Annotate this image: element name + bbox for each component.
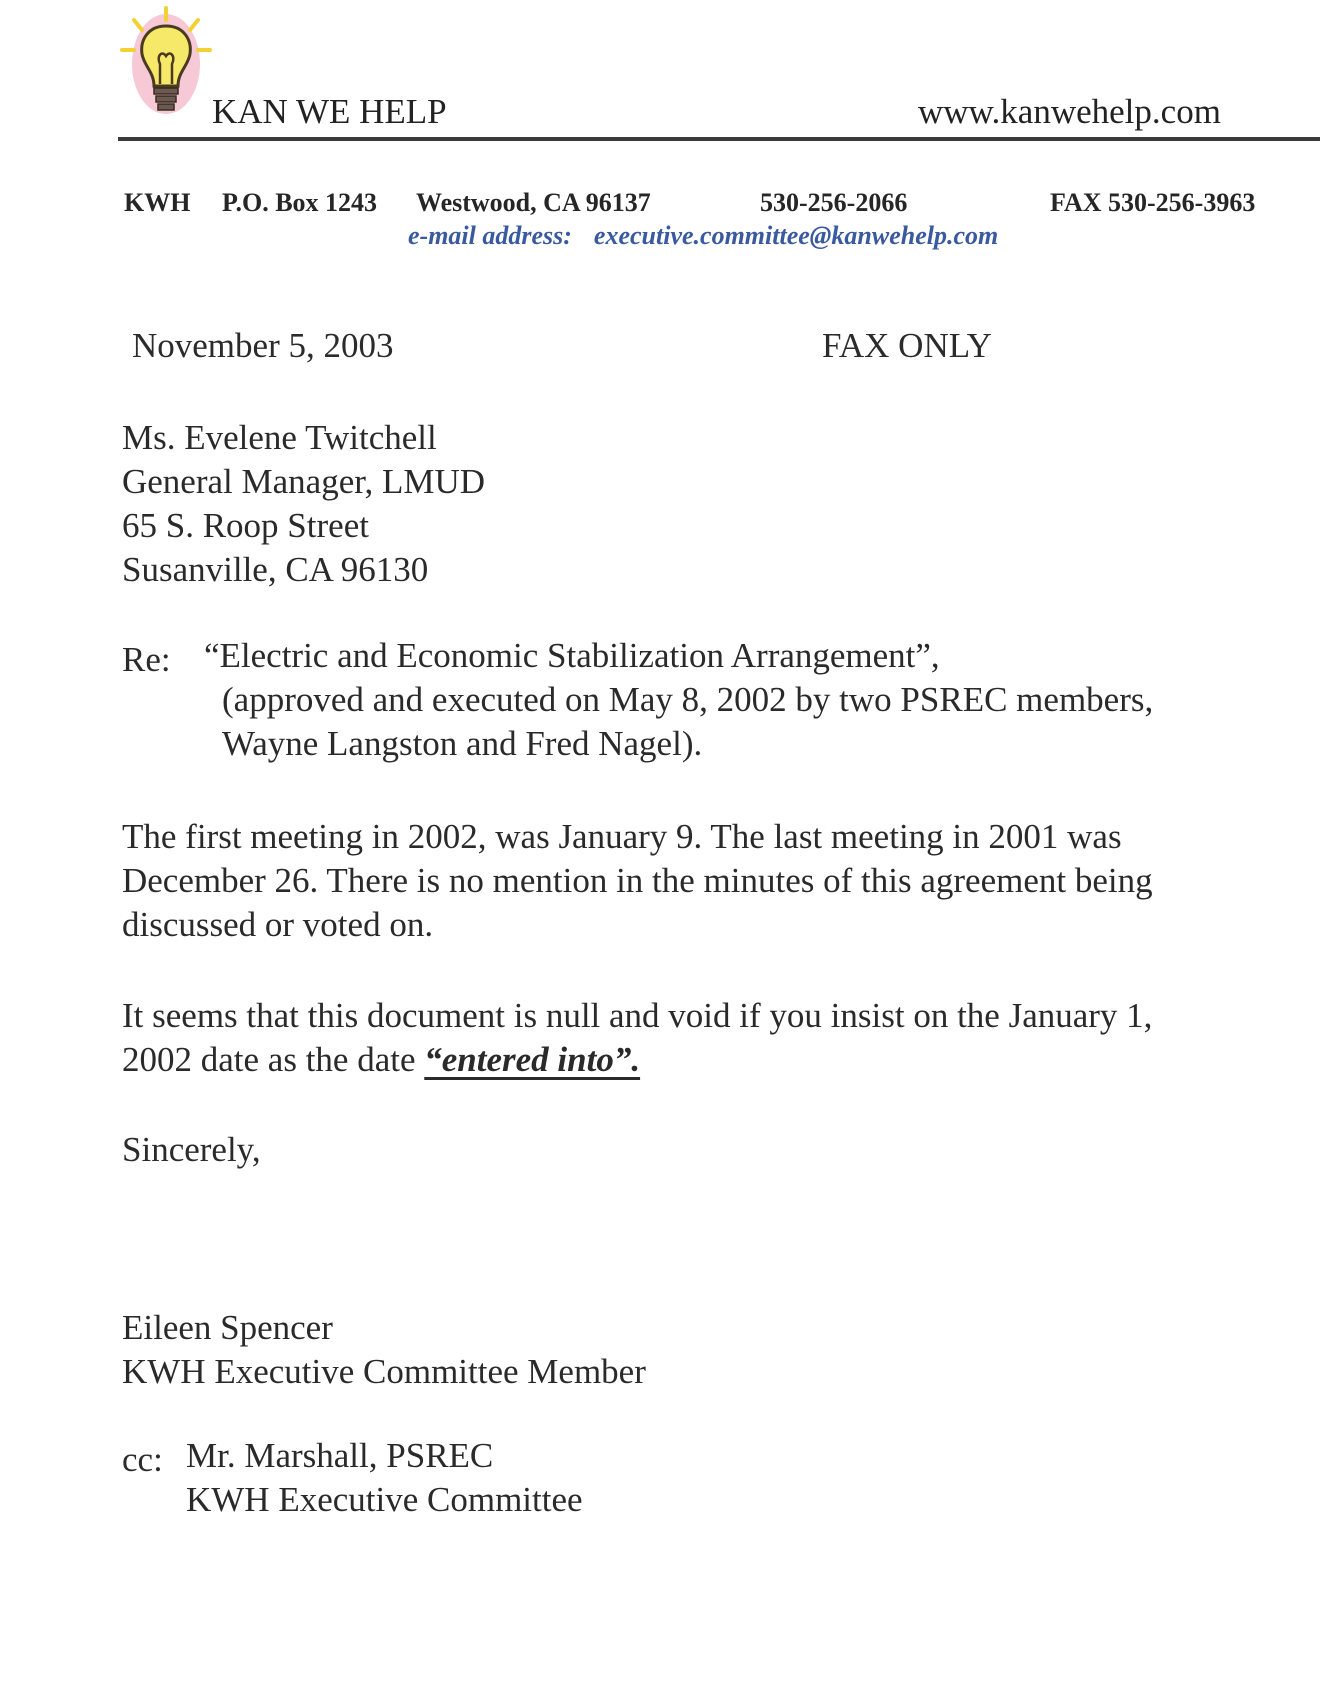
org-abbr: KWH: [124, 188, 191, 217]
website-link[interactable]: www.kanwehelp.com: [918, 92, 1221, 131]
signature-block: [122, 1306, 1292, 1394]
cc-label: cc:: [122, 1440, 163, 1479]
cc-recipient: Mr. Marshall, PSREC: [186, 1436, 494, 1475]
paragraph-1: [122, 815, 1292, 947]
fax: FAX 530-256-3963: [1050, 188, 1256, 217]
paragraph-line: The first meeting in 2002, was January 9. The last meeting in 2001 was: [122, 817, 1122, 856]
signer-title: KWH Executive Committee Member: [122, 1352, 646, 1391]
emphasized-phrase: “entered into”.: [424, 1040, 641, 1079]
paragraph-line: It seems that this document is null and void if you insist on the January 1,: [122, 996, 1153, 1035]
delivery-note: FAX ONLY: [822, 326, 992, 365]
paragraph-2: [122, 994, 1292, 1082]
recipient-city: Susanville, CA 96130: [122, 550, 429, 589]
paragraph-line: December 26. There is no mention in the minutes of this agreement being: [122, 861, 1153, 900]
re-block: [204, 634, 1284, 766]
paragraph-line: [122, 1038, 1292, 1082]
cc-recipient: KWH Executive Committee: [186, 1480, 583, 1519]
letter-date: November 5, 2003: [132, 326, 394, 365]
recipient-name: Ms. Evelene Twitchell: [122, 418, 437, 457]
lightbulb-icon: [118, 6, 218, 126]
re-line: “Electric and Economic Stabilization Arrangement”,: [204, 636, 940, 675]
paragraph-line: discussed or voted on.: [122, 905, 434, 944]
po-box: P.O. Box 1243: [222, 188, 378, 217]
phone: 530-256-2066: [760, 188, 908, 217]
email-address[interactable]: executive.committee@kanwehelp.com: [593, 221, 999, 250]
org-name: KAN WE HELP: [212, 92, 447, 131]
signer-name: Eileen Spencer: [122, 1308, 333, 1347]
recipient-block: [122, 416, 1292, 592]
recipient-street: 65 S. Roop Street: [122, 506, 369, 545]
cc-block: [186, 1434, 1186, 1522]
email-label: e-mail address:: [408, 221, 572, 250]
email-line: [408, 221, 998, 251]
paragraph-text: 2002 date as the date: [122, 1040, 425, 1079]
recipient-title: General Manager, LMUD: [122, 462, 486, 501]
re-line: (approved and executed on May 8, 2002 by two PSREC members,: [222, 680, 1154, 719]
closing: Sincerely,: [122, 1130, 261, 1169]
city: Westwood, CA 96137: [416, 188, 651, 217]
header-rule: [118, 137, 1320, 141]
re-label: Re:: [122, 640, 171, 679]
re-line: Wayne Langston and Fred Nagel).: [222, 724, 703, 763]
